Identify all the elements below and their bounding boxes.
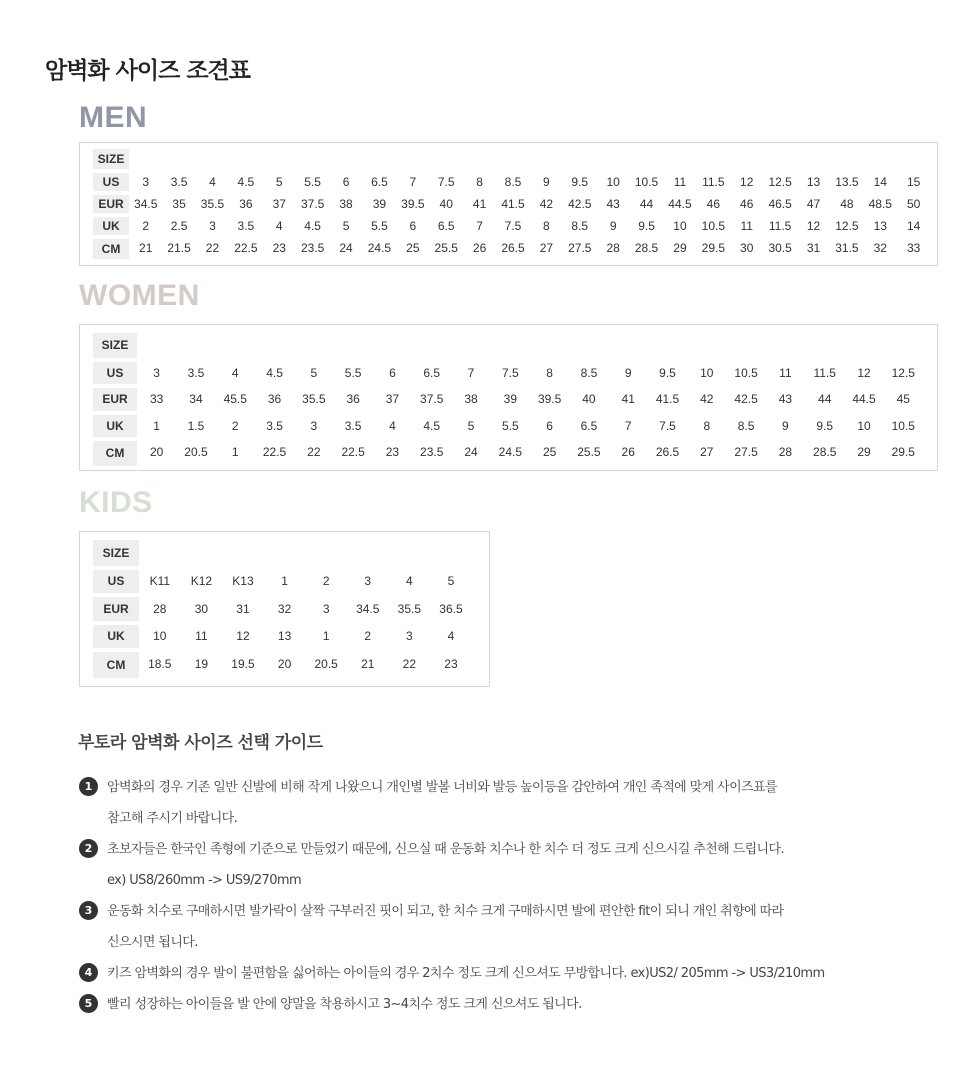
size-cell: 12 bbox=[740, 175, 754, 189]
size-cell: 5.5 bbox=[304, 175, 321, 189]
size-cell: 29.5 bbox=[701, 241, 726, 255]
size-cell: 24 bbox=[339, 241, 353, 255]
size-cell: 13.5 bbox=[835, 175, 859, 189]
size-cell: 4.5 bbox=[304, 219, 321, 233]
guide-text-line: 암벽화의 경우 기존 일반 신발에 비해 작게 나왔으니 개인별 발볼 너비와 발등 높이등을 감안하여 개인 족적에 맞게 사이즈표를 bbox=[107, 780, 777, 795]
size-cell: 28.5 bbox=[634, 241, 659, 255]
women-row-uk bbox=[93, 413, 923, 440]
size-cell: 3.5 bbox=[344, 418, 362, 433]
row-label: UK bbox=[93, 215, 129, 237]
size-cell: 5 bbox=[310, 365, 318, 380]
guide-text-line: 운동화 치수로 구매하시면 발가락이 살짝 구부러진 핏이 되고, 한 치수 크게 구매하시면 발에 편안한 fit이 되니 개인 취향에 따라 bbox=[107, 904, 784, 919]
size-cell: 32 bbox=[873, 241, 887, 255]
row-label: EUR bbox=[93, 193, 129, 215]
size-cell: 23 bbox=[444, 656, 458, 671]
size-cell: 20.5 bbox=[314, 656, 338, 671]
women-row-cm bbox=[93, 439, 923, 466]
size-cell: 34.5 bbox=[356, 601, 380, 616]
row-label: EUR bbox=[93, 386, 137, 413]
size-cell: 11 bbox=[673, 175, 687, 189]
size-cell: 6.5 bbox=[580, 418, 598, 433]
guide-item bbox=[79, 772, 939, 834]
size-cell: 10.5 bbox=[701, 219, 726, 233]
size-cell: 9.5 bbox=[659, 365, 676, 380]
size-cell: 9 bbox=[543, 175, 550, 189]
size-cell: 24.5 bbox=[498, 445, 522, 460]
row-label: UK bbox=[93, 413, 137, 440]
size-cell: 5.5 bbox=[501, 418, 519, 433]
size-cell: 27.5 bbox=[568, 241, 592, 255]
size-cell: 38 bbox=[339, 197, 353, 211]
size-cell: 11 bbox=[195, 629, 208, 644]
size-cell: 42 bbox=[700, 392, 714, 407]
size-cell: 6 bbox=[389, 365, 396, 380]
size-cell: 39.5 bbox=[401, 197, 425, 211]
size-cell: 37 bbox=[385, 392, 400, 407]
size-cell: 8.5 bbox=[580, 365, 598, 380]
size-cell: 5 bbox=[447, 574, 455, 589]
size-cell: 9 bbox=[624, 365, 632, 380]
size-cell: 1 bbox=[231, 445, 239, 460]
size-cell: 9.5 bbox=[638, 219, 655, 233]
size-cell: 27.5 bbox=[734, 445, 758, 460]
size-cell: 2 bbox=[322, 574, 330, 589]
row-label: SIZE bbox=[93, 149, 129, 171]
size-cell: 24.5 bbox=[367, 241, 392, 255]
size-cell: 25 bbox=[406, 241, 420, 255]
kids-section-title: KIDS bbox=[79, 486, 153, 519]
size-cell: 3 bbox=[364, 574, 372, 589]
size-cell: 36 bbox=[267, 392, 282, 407]
size-cell: 22 bbox=[307, 445, 321, 460]
size-cell: 11.5 bbox=[702, 175, 725, 189]
men-row-eur bbox=[93, 193, 930, 215]
size-cell: 13 bbox=[277, 629, 292, 644]
size-cell: 3 bbox=[406, 629, 413, 644]
size-cell: 7.5 bbox=[504, 219, 522, 233]
row-label: CM bbox=[93, 439, 137, 466]
size-cell: 5.5 bbox=[371, 219, 388, 233]
size-cell: 26.5 bbox=[655, 445, 680, 460]
size-cell: 6.5 bbox=[371, 175, 388, 189]
kids-row-eur bbox=[93, 595, 472, 623]
row-label: UK bbox=[93, 623, 139, 651]
size-cell: 12 bbox=[236, 629, 250, 644]
number-badge-icon: 3 bbox=[79, 901, 98, 920]
size-cell: 8.5 bbox=[504, 175, 522, 189]
size-cell: 20 bbox=[277, 656, 292, 671]
size-cell: 35.5 bbox=[200, 197, 225, 211]
women-row-eur bbox=[93, 386, 923, 413]
size-cell: 7 bbox=[409, 175, 417, 189]
size-cell: 7 bbox=[624, 418, 632, 433]
size-cell: 13 bbox=[873, 219, 887, 233]
size-cell: 42.5 bbox=[734, 392, 758, 407]
size-cell: 23.5 bbox=[300, 241, 325, 255]
size-cell: 14 bbox=[907, 219, 921, 233]
size-cell: 32 bbox=[277, 601, 292, 616]
size-cell: 41.5 bbox=[501, 197, 525, 211]
size-cell: 6 bbox=[546, 418, 553, 433]
size-cell: 48.5 bbox=[868, 197, 892, 211]
size-cell: 27 bbox=[700, 445, 714, 460]
page-title: 암벽화 사이즈 조견표 bbox=[45, 58, 250, 84]
men-size-table bbox=[93, 149, 930, 259]
number-badge-icon: 2 bbox=[79, 839, 98, 858]
size-cell: 12.5 bbox=[891, 365, 915, 380]
size-cell: 7.5 bbox=[437, 175, 455, 189]
size-cell: 37 bbox=[272, 197, 286, 211]
size-cell: 39.5 bbox=[537, 392, 562, 407]
size-cell: 13 bbox=[806, 175, 821, 189]
women-row-us bbox=[93, 360, 923, 387]
size-cell: 28.5 bbox=[813, 445, 837, 460]
size-cell: 20 bbox=[149, 445, 164, 460]
size-cell: 10.5 bbox=[734, 365, 758, 380]
size-cell: 5 bbox=[342, 219, 350, 233]
size-cell: 30.5 bbox=[768, 241, 792, 255]
size-cell: 31.5 bbox=[835, 241, 859, 255]
size-cell: 10.5 bbox=[891, 418, 915, 433]
size-cell: 25.5 bbox=[577, 445, 601, 460]
size-cell: 10 bbox=[857, 418, 871, 433]
guide-text-line: 키즈 암벽화의 경우 발이 불편함을 싫어하는 아이들의 경우 2치수 정도 크게 신으셔도 무방합니다. ex)US2/ 205mm -> US3/210mm bbox=[107, 966, 825, 981]
size-cell: 23 bbox=[385, 445, 400, 460]
kids-row-cm bbox=[93, 650, 472, 678]
size-cell: 44 bbox=[639, 197, 654, 211]
size-cell: 4.5 bbox=[266, 365, 283, 380]
size-cell: 6 bbox=[342, 175, 350, 189]
size-cell: 15 bbox=[907, 175, 921, 189]
size-cell: 23 bbox=[272, 241, 286, 255]
size-cell: 30 bbox=[194, 601, 209, 616]
women-section-title: WOMEN bbox=[79, 279, 200, 312]
size-cell: 5 bbox=[275, 175, 283, 189]
size-cell: 36.5 bbox=[439, 601, 463, 616]
size-cell: 20.5 bbox=[184, 445, 208, 460]
size-cell: 7 bbox=[476, 219, 483, 233]
size-cell: 40 bbox=[439, 197, 453, 211]
size-cell: 38 bbox=[464, 392, 478, 407]
size-cell: 3.5 bbox=[237, 219, 255, 233]
size-cell: 21 bbox=[361, 656, 375, 671]
size-cell: 22 bbox=[402, 656, 417, 671]
size-cell: 26 bbox=[472, 241, 487, 255]
size-cell: 50 bbox=[907, 197, 921, 211]
size-cell: 44.5 bbox=[668, 197, 692, 211]
size-cell: 6 bbox=[409, 219, 417, 233]
size-cell: K12 bbox=[190, 574, 213, 589]
size-cell: 5 bbox=[467, 418, 475, 433]
kids-row-uk bbox=[93, 623, 472, 651]
size-cell: 33 bbox=[907, 241, 921, 255]
size-cell: 2 bbox=[231, 418, 239, 433]
size-cell: 3.5 bbox=[187, 365, 205, 380]
size-cell: 4 bbox=[447, 629, 455, 644]
size-cell: 4 bbox=[231, 365, 239, 380]
size-cell: 3 bbox=[209, 219, 216, 233]
size-cell: 30 bbox=[740, 241, 754, 255]
size-cell: 35 bbox=[172, 197, 186, 211]
size-cell: 46 bbox=[706, 197, 721, 211]
size-cell: 8 bbox=[543, 219, 550, 233]
size-cell: 4 bbox=[275, 219, 283, 233]
size-cell: 46 bbox=[740, 197, 754, 211]
size-cell: 29 bbox=[857, 445, 871, 460]
size-cell: 22.5 bbox=[234, 241, 258, 255]
size-cell: 12.5 bbox=[768, 175, 792, 189]
size-cell: K13 bbox=[232, 574, 254, 589]
size-cell: 19 bbox=[194, 656, 209, 671]
size-cell: 12 bbox=[857, 365, 871, 380]
number-badge-icon: 1 bbox=[79, 777, 98, 796]
kids-size-table bbox=[93, 540, 472, 678]
women-size-table-box bbox=[79, 324, 938, 471]
size-cell: 14 bbox=[873, 175, 887, 189]
size-cell: 34 bbox=[189, 392, 203, 407]
men-row-size bbox=[93, 149, 930, 171]
size-cell: 4 bbox=[209, 175, 216, 189]
size-cell: 44.5 bbox=[852, 392, 876, 407]
size-cell: 3 bbox=[153, 365, 160, 380]
men-row-us bbox=[93, 171, 930, 193]
size-cell: 12.5 bbox=[835, 219, 859, 233]
size-cell: 8 bbox=[703, 418, 711, 433]
guide-text-line: ex) US8/260mm -> US9/270mm bbox=[107, 873, 302, 888]
size-cell: 7.5 bbox=[501, 365, 519, 380]
size-cell: 41 bbox=[621, 392, 635, 407]
size-cell: 45.5 bbox=[223, 392, 247, 407]
size-cell: 39 bbox=[503, 392, 517, 407]
number-badge-icon: 4 bbox=[79, 963, 98, 982]
men-size-table-box bbox=[79, 142, 938, 266]
size-cell: 9.5 bbox=[816, 418, 834, 433]
size-cell: 27 bbox=[539, 241, 554, 255]
size-cell: 1 bbox=[281, 574, 288, 589]
size-cell: 36 bbox=[239, 197, 253, 211]
size-cell: 18.5 bbox=[148, 656, 172, 671]
women-row-size bbox=[93, 333, 923, 360]
size-cell: 48 bbox=[840, 197, 854, 211]
size-cell: 29.5 bbox=[891, 445, 915, 460]
size-cell: 36 bbox=[346, 392, 360, 407]
guide-title: 부토라 암벽화 사이즈 선택 가이드 bbox=[78, 733, 323, 753]
size-cell: 42.5 bbox=[568, 197, 592, 211]
size-cell: 8 bbox=[546, 365, 553, 380]
men-row-uk bbox=[93, 215, 930, 237]
size-cell: 25 bbox=[542, 445, 557, 460]
size-cell: 37.5 bbox=[300, 197, 325, 211]
size-cell: 8 bbox=[476, 175, 483, 189]
kids-size-table-box bbox=[79, 531, 490, 687]
size-cell: 1 bbox=[153, 418, 160, 433]
size-cell: 9 bbox=[782, 418, 789, 433]
size-cell: 10 bbox=[673, 219, 687, 233]
row-label: CM bbox=[93, 237, 129, 259]
size-cell: 22 bbox=[205, 241, 220, 255]
size-cell: 4.5 bbox=[423, 418, 441, 433]
size-cell: 44 bbox=[818, 392, 832, 407]
men-section-title: MEN bbox=[79, 101, 148, 134]
row-label: US bbox=[93, 568, 139, 596]
size-cell: 21.5 bbox=[167, 241, 191, 255]
row-label: SIZE bbox=[93, 333, 137, 360]
size-cell: 10.5 bbox=[634, 175, 659, 189]
size-cell: 33 bbox=[149, 392, 164, 407]
size-cell: 2.5 bbox=[170, 219, 188, 233]
size-cell: 22.5 bbox=[262, 445, 287, 460]
kids-row-us bbox=[93, 568, 472, 596]
size-cell: 34.5 bbox=[134, 197, 158, 211]
guide-list bbox=[79, 772, 939, 1020]
size-cell: 41 bbox=[472, 197, 487, 211]
size-cell: 7 bbox=[467, 365, 475, 380]
guide-item bbox=[79, 896, 939, 958]
size-cell: 8.5 bbox=[571, 219, 589, 233]
size-cell: 43 bbox=[778, 392, 793, 407]
size-cell: 28 bbox=[606, 241, 620, 255]
size-cell: 24 bbox=[464, 445, 478, 460]
size-cell: 11.5 bbox=[813, 365, 836, 380]
size-cell: 25.5 bbox=[434, 241, 458, 255]
number-badge-icon: 5 bbox=[79, 994, 98, 1013]
row-label: US bbox=[93, 171, 129, 193]
size-cell: 43 bbox=[606, 197, 620, 211]
size-cell: 12 bbox=[806, 219, 821, 233]
men-row-cm bbox=[93, 237, 930, 259]
size-cell: 35.5 bbox=[302, 392, 326, 407]
size-cell: 3 bbox=[310, 418, 318, 433]
size-cell: 9.5 bbox=[571, 175, 589, 189]
size-cell: 26 bbox=[621, 445, 635, 460]
size-cell: 46.5 bbox=[768, 197, 792, 211]
size-cell: 31 bbox=[806, 241, 821, 255]
kids-row-size bbox=[93, 540, 472, 568]
size-cell: 47 bbox=[806, 197, 821, 211]
size-cell: 1 bbox=[322, 629, 330, 644]
size-cell: 7.5 bbox=[659, 418, 676, 433]
row-label: US bbox=[93, 360, 137, 387]
size-cell: 1.5 bbox=[187, 418, 205, 433]
size-cell: 28 bbox=[778, 445, 793, 460]
size-cell: K11 bbox=[149, 574, 171, 589]
size-cell: 9 bbox=[609, 219, 617, 233]
size-cell: 21 bbox=[139, 241, 153, 255]
size-cell: 31 bbox=[236, 601, 250, 616]
size-cell: 45 bbox=[896, 392, 910, 407]
guide-text-line: 참고해 주시기 바랍니다. bbox=[107, 811, 238, 826]
size-cell: 6.5 bbox=[423, 365, 441, 380]
size-cell: 23.5 bbox=[420, 445, 444, 460]
size-cell: 3 bbox=[322, 601, 330, 616]
size-cell: 37.5 bbox=[420, 392, 444, 407]
women-size-table bbox=[93, 333, 923, 466]
size-cell: 10 bbox=[153, 629, 167, 644]
size-cell: 42 bbox=[539, 197, 554, 211]
guide-item bbox=[79, 989, 939, 1020]
size-cell: 26.5 bbox=[501, 241, 525, 255]
size-cell: 3.5 bbox=[266, 418, 283, 433]
size-cell: 11 bbox=[740, 219, 753, 233]
size-cell: 11 bbox=[779, 365, 792, 380]
row-label: CM bbox=[93, 650, 139, 678]
size-cell: 10 bbox=[606, 175, 620, 189]
row-label: EUR bbox=[93, 595, 139, 623]
guide-text-line: 초보자들은 한국인 족형에 기준으로 만들었기 때문에, 신으실 때 운동화 치수나 한 치수 더 정도 크게 신으시길 추천해 드립니다. bbox=[107, 842, 784, 857]
size-cell: 2 bbox=[142, 219, 150, 233]
size-cell: 35.5 bbox=[397, 601, 422, 616]
size-cell: 2 bbox=[364, 629, 372, 644]
size-cell: 22.5 bbox=[341, 445, 365, 460]
size-cell: 3.5 bbox=[170, 175, 188, 189]
size-cell: 29 bbox=[673, 241, 687, 255]
row-label: SIZE bbox=[93, 540, 139, 568]
size-cell: 4 bbox=[389, 418, 396, 433]
size-cell: 8.5 bbox=[737, 418, 755, 433]
size-cell: 28 bbox=[153, 601, 167, 616]
size-cell: 40 bbox=[582, 392, 596, 407]
size-cell: 5.5 bbox=[344, 365, 362, 380]
size-cell: 4 bbox=[406, 574, 413, 589]
guide-item bbox=[79, 958, 939, 989]
size-cell: 41.5 bbox=[655, 392, 680, 407]
size-cell: 10 bbox=[700, 365, 714, 380]
size-cell: 6.5 bbox=[437, 219, 455, 233]
size-cell: 39 bbox=[372, 197, 387, 211]
size-cell: 19.5 bbox=[231, 656, 255, 671]
guide-text-line: 빨리 성장하는 아이들을 발 안에 양말을 착용하시고 3~4치수 정도 크게 신으셔도 됩니다. bbox=[107, 997, 582, 1012]
guide-item bbox=[79, 834, 939, 896]
guide-text-line: 신으시면 됩니다. bbox=[107, 935, 198, 950]
size-cell: 11.5 bbox=[768, 219, 792, 233]
size-cell: 3 bbox=[142, 175, 150, 189]
size-cell: 4.5 bbox=[237, 175, 255, 189]
